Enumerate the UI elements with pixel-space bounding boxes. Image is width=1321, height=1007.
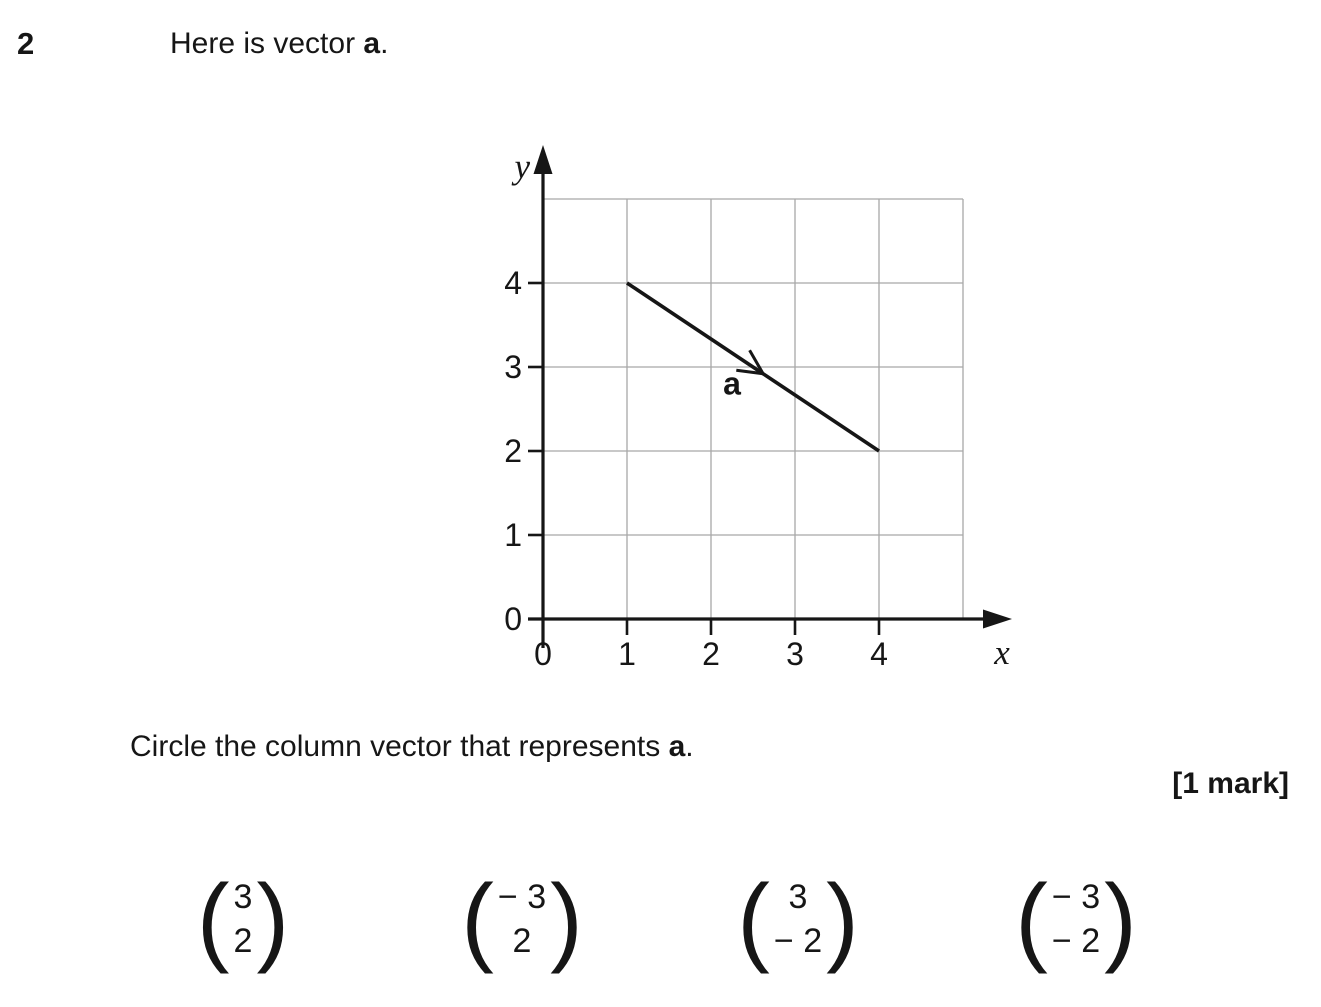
vector-x-component: 3 <box>788 878 808 916</box>
y-axis-label: y <box>514 147 530 186</box>
instruction-prefix: Circle the column vector that represents <box>130 730 669 763</box>
grid-lines <box>543 199 963 619</box>
left-paren: ( <box>737 864 770 974</box>
vector-y-component: − 2 <box>1051 922 1101 960</box>
x-tick-label: 3 <box>786 636 804 672</box>
x-tick-label: 1 <box>618 636 636 672</box>
left-paren: ( <box>196 864 230 974</box>
option-vector-4[interactable] <box>996 866 1156 972</box>
instruction-suffix: . <box>685 730 694 763</box>
marks-badge: [1 mark] <box>1172 767 1289 800</box>
vector-entries <box>494 875 550 963</box>
left-paren: ( <box>1015 864 1048 974</box>
y-tick-label: 2 <box>504 433 522 469</box>
x-tick-label: 4 <box>870 636 888 672</box>
intro-suffix: . <box>380 27 389 60</box>
y-tick-label: 1 <box>504 517 522 553</box>
x-tick-label: 2 <box>702 636 720 672</box>
x-tick-label: 0 <box>534 636 552 672</box>
y-tick-label: 3 <box>504 349 522 385</box>
vector-entries <box>1048 875 1104 963</box>
question-intro-text <box>170 27 388 61</box>
option-vector-2[interactable] <box>442 866 602 972</box>
intro-vector-name: a <box>363 27 381 60</box>
x-axis-label: x <box>994 633 1010 672</box>
question-instruction <box>130 730 694 764</box>
vector-x-component: 3 <box>233 878 253 916</box>
left-paren: ( <box>461 864 494 974</box>
vector-y-component: 2 <box>233 922 253 960</box>
right-paren: ) <box>550 864 583 974</box>
vector-y-component: 2 <box>512 922 532 960</box>
right-paren: ) <box>256 864 290 974</box>
right-paren: ) <box>1104 864 1137 974</box>
vector-a-label: a <box>723 365 741 402</box>
question-number: 2 <box>17 26 35 61</box>
instruction-vector-name: a <box>668 730 686 763</box>
vector-entries <box>230 875 257 963</box>
vector-entries <box>770 875 826 963</box>
option-vector-3[interactable] <box>718 866 878 972</box>
vector-x-component: − 3 <box>497 878 547 916</box>
right-paren: ) <box>826 864 859 974</box>
answer-options <box>0 866 1321 978</box>
axes <box>528 162 997 648</box>
vector-x-component: − 3 <box>1051 878 1101 916</box>
y-tick-label: 4 <box>504 265 522 301</box>
x-axis-arrowhead <box>983 610 1012 629</box>
option-vector-1[interactable] <box>163 866 323 972</box>
vector-graph <box>505 140 1025 688</box>
y-axis-arrowhead <box>534 145 553 174</box>
vector-y-component: − 2 <box>773 922 823 960</box>
intro-prefix: Here is vector <box>170 27 364 60</box>
vector-graph-svg <box>505 140 1025 688</box>
y-tick-label: 0 <box>504 601 522 637</box>
